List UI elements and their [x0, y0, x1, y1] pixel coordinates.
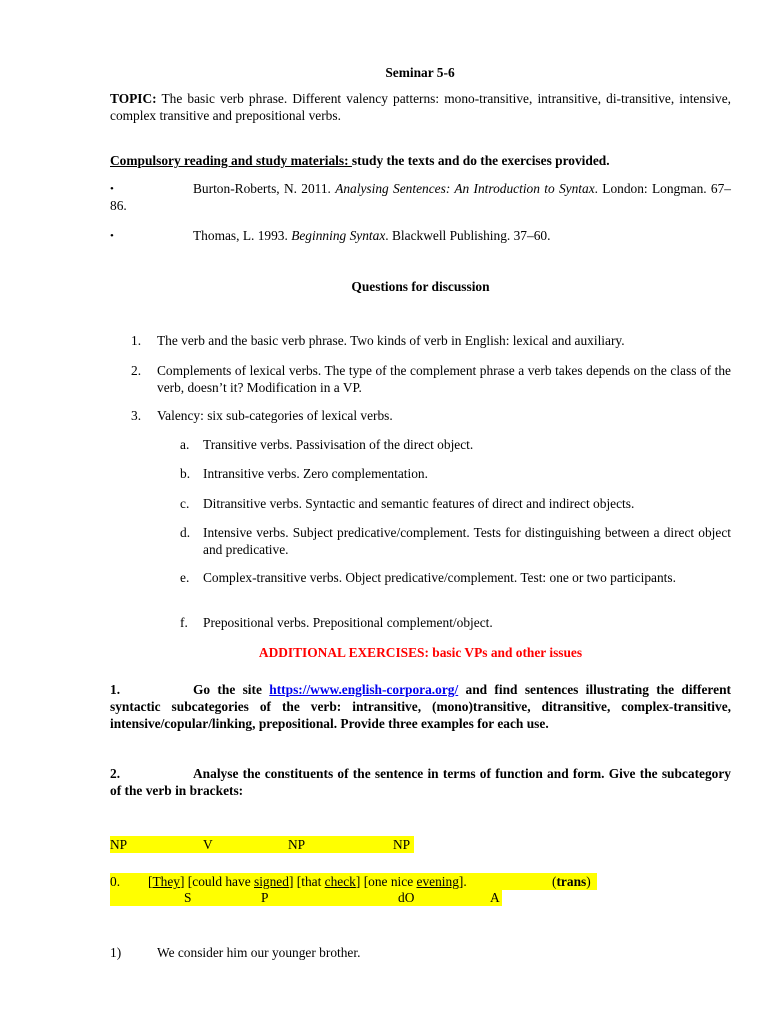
topic-paragraph: [110, 90, 731, 124]
subquestion-text: Ditransitive verbs. Syntactic and semantic features of direct and indirect objects.: [203, 496, 635, 511]
reading-label: Compulsory reading and study materials:: [110, 153, 352, 168]
exercise-2: [110, 765, 731, 799]
subquestion-letter: f.: [180, 615, 188, 630]
bullet-icon: •: [110, 230, 114, 242]
constituent: [could have signed]: [184, 874, 294, 889]
reference-author: Burton-Roberts, N. 2011.: [193, 181, 336, 196]
form-label: V: [203, 837, 213, 852]
form-labels-row: [110, 836, 414, 853]
reference-title: Analysing Sentences: An Introduction to Syntax: [335, 181, 595, 196]
form-label: NP: [393, 837, 411, 852]
subquestion-letter: a.: [180, 437, 190, 452]
example-sentence: [110, 873, 597, 890]
page-title: Seminar 5-6: [385, 65, 455, 80]
exercise-1: [110, 681, 731, 732]
exercise-text: and find sentences illustrating the different syntactic subcategories of the verb: intransitive, (mono)transitive, ditransitive, complex-transitive, intensive/copular/linking, prepositional. Provide three examples for each use.: [110, 682, 731, 731]
constituent: [They]: [148, 874, 185, 889]
exercise-number: 2.: [110, 766, 121, 781]
reference-author: Thomas, L. 1993.: [193, 228, 292, 243]
subquestion-text: Complex-transitive verbs. Object predicative/complement. Test: one or two participants.: [203, 570, 676, 585]
subquestion-letter: e.: [180, 570, 190, 585]
example-number: 0.: [110, 874, 121, 889]
verb-subcategory: (trans): [552, 874, 591, 889]
subquestion-text: Prepositional verbs. Prepositional complement/object.: [203, 615, 493, 630]
corpus-link[interactable]: https://www.english-corpora.org/: [269, 682, 459, 697]
questions-heading: Questions for discussion: [351, 279, 490, 294]
question-number: 2.: [131, 363, 142, 378]
task-sentence: We consider him our younger brother.: [157, 945, 361, 960]
reading-paragraph: [110, 152, 731, 169]
function-label: S: [184, 890, 192, 905]
function-label: P: [261, 890, 269, 905]
question-text: The verb and the basic verb phrase. Two kinds of verb in English: lexical and auxiliary.: [157, 333, 625, 348]
topic-text: The basic verb phrase. Different valency patterns: mono-transitive, intransitive, di-transitive, intensive, complex transitive and prepositional verbs.: [110, 91, 731, 123]
question-text: Complements of lexical verbs. The type of the complement phrase a verb takes depends on the class of the verb, doesn’t it? Modification in a VP.: [157, 363, 731, 395]
task-number: 1): [110, 945, 122, 960]
subquestion-letter: b.: [180, 466, 191, 481]
function-label: A: [490, 890, 500, 905]
form-label: NP: [110, 837, 128, 852]
additional-exercises-heading: ADDITIONAL EXERCISES: basic VPs and other issues: [258, 645, 583, 660]
question-number: 1.: [131, 333, 142, 348]
exercise-number: 1.: [110, 682, 121, 697]
question-number: 3.: [131, 408, 142, 423]
function-labels-row: [110, 889, 502, 906]
bullet-icon: •: [110, 183, 114, 195]
reference-publisher: . Blackwell Publishing. 37–60.: [385, 228, 551, 243]
exercise-text: Analyse the constituents of the sentence in terms of function and form. Give the subcategory of the verb in brackets:: [110, 766, 731, 798]
subquestion-text: Intensive verbs. Subject predicative/complement. Tests for distinguishing between a direct object and predicative.: [203, 525, 731, 557]
reference-item: [110, 227, 731, 244]
reference-publisher: . London: Longman. 67–86.: [110, 181, 731, 213]
constituent: [one nice evening].: [360, 874, 467, 889]
function-label: dO: [398, 890, 415, 905]
subquestion-text: Transitive verbs. Passivisation of the direct object.: [203, 437, 474, 452]
constituent: [that check]: [293, 874, 361, 889]
reading-text: study the texts and do the exercises provided.: [351, 153, 610, 168]
subquestion-text: Intransitive verbs. Zero complementation.: [203, 466, 428, 481]
exercise-lead: Go the site: [193, 682, 270, 697]
form-label: NP: [288, 837, 306, 852]
question-text: Valency: six sub-categories of lexical verbs.: [157, 408, 393, 423]
reference-item: [110, 180, 731, 214]
subquestion-letter: c.: [180, 496, 190, 511]
subquestion-letter: d.: [180, 525, 191, 540]
topic-label: TOPIC:: [110, 91, 157, 106]
reference-title: Beginning Syntax: [291, 228, 386, 243]
